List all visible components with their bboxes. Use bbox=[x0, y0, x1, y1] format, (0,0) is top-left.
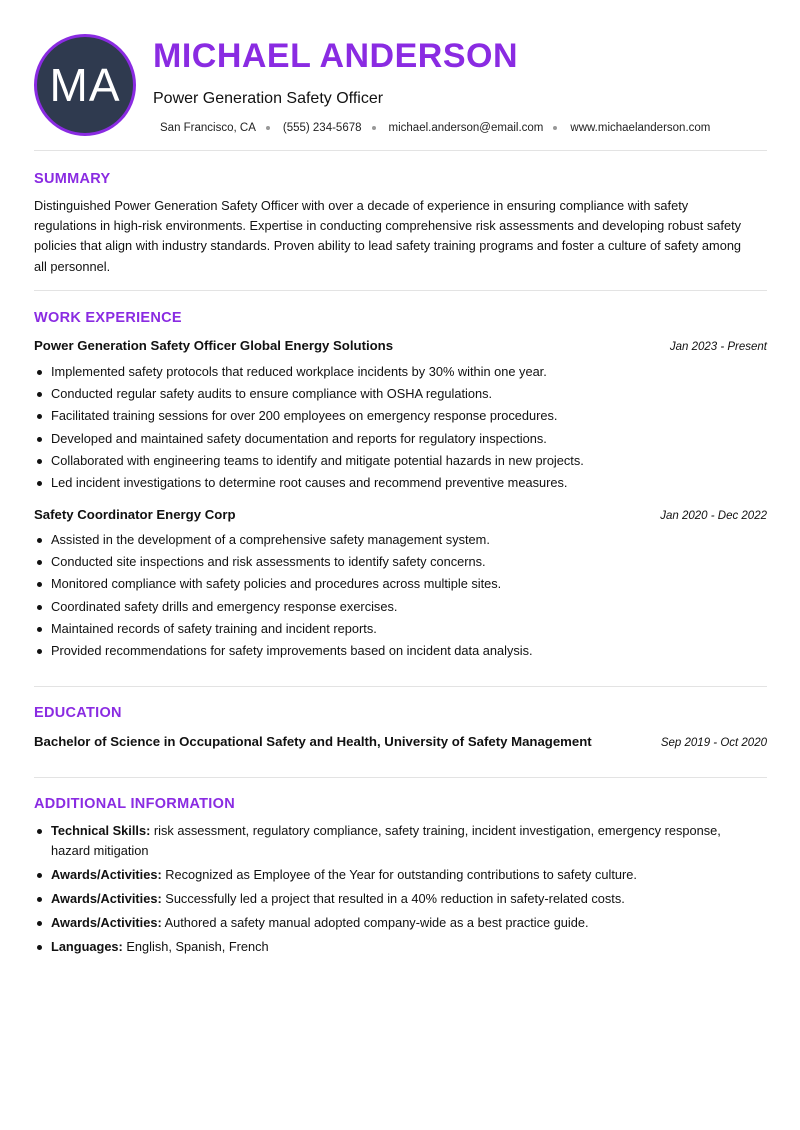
contact-location: San Francisco, CA bbox=[160, 122, 256, 134]
job-bullet: Assisted in the development of a comprehensive safety management system. bbox=[34, 529, 767, 551]
additional-item bbox=[34, 865, 754, 885]
job-bullet: Monitored compliance with safety policies and procedures across multiple sites. bbox=[34, 573, 767, 595]
candidate-title: Power Generation Safety Officer bbox=[153, 90, 384, 107]
divider bbox=[34, 777, 767, 778]
additional-item bbox=[34, 937, 754, 957]
separator-dot bbox=[372, 126, 376, 130]
item-label: Technical Skills: bbox=[51, 823, 151, 838]
contact-phone: (555) 234-5678 bbox=[282, 122, 362, 134]
job-bullet: Led incident investigations to determine root causes and recommend preventive measures. bbox=[34, 472, 767, 494]
avatar-initials: MA bbox=[49, 59, 121, 111]
job-bullet: Collaborated with engineering teams to identify and mitigate potential hazards in new projects. bbox=[34, 450, 767, 472]
item-text: Recognized as Employee of the Year for outstanding contributions to safety culture. bbox=[165, 867, 637, 882]
job-bullet: Coordinated safety drills and emergency response exercises. bbox=[34, 596, 767, 618]
item-label: Awards/Activities: bbox=[51, 867, 162, 882]
item-label: Languages: bbox=[51, 939, 123, 954]
job-entry bbox=[34, 337, 767, 494]
job-bullet: Conducted site inspections and risk assessments to identify safety concerns. bbox=[34, 551, 767, 573]
job-bullet: Provided recommendations for safety improvements based on incident data analysis. bbox=[34, 640, 767, 662]
summary-text: Distinguished Power Generation Safety Officer with over a decade of experience in ensuring compliance with safety regulations in high-risk environments. Expertise in conducting comprehensive risk assessments and developing robust safety policies that align with industry standards. Proven ability to lead safety training programs and foster a culture of safety among all personnel. bbox=[34, 198, 742, 274]
education-entry bbox=[34, 733, 767, 751]
item-label: Awards/Activities: bbox=[51, 891, 162, 906]
contact-line bbox=[160, 119, 710, 137]
education-heading: EDUCATION bbox=[34, 705, 122, 721]
summary-heading: SUMMARY bbox=[34, 171, 111, 187]
contact-email[interactable]: michael.anderson@email.com bbox=[388, 122, 544, 134]
job-date: Jan 2023 - Present bbox=[669, 341, 767, 353]
additional-item bbox=[34, 889, 754, 909]
separator-dot bbox=[266, 126, 270, 130]
job-bullet: Maintained records of safety training and incident reports. bbox=[34, 618, 767, 640]
job-title: Safety Coordinator Energy Corp bbox=[34, 507, 236, 522]
job-bullet: Facilitated training sessions for over 200 employees on emergency response procedures. bbox=[34, 405, 767, 427]
job-bullet: Implemented safety protocols that reduced workplace incidents by 30% within one year. bbox=[34, 361, 767, 383]
education-date: Sep 2019 - Oct 2020 bbox=[660, 737, 767, 749]
divider bbox=[34, 686, 767, 687]
item-text: English, Spanish, French bbox=[126, 939, 269, 954]
item-text: Authored a safety manual adopted company-wide as a best practice guide. bbox=[164, 915, 589, 930]
additional-item bbox=[34, 913, 754, 933]
job-bullet: Developed and maintained safety documentation and reports for regulatory inspections. bbox=[34, 428, 767, 450]
job-title: Power Generation Safety Officer Global Energy Solutions bbox=[34, 338, 394, 353]
additional-heading: ADDITIONAL INFORMATION bbox=[34, 796, 235, 812]
experience-heading: WORK EXPERIENCE bbox=[34, 310, 182, 326]
job-bullets bbox=[34, 529, 767, 662]
job-bullet: Conducted regular safety audits to ensure compliance with OSHA regulations. bbox=[34, 383, 767, 405]
separator-dot bbox=[553, 126, 557, 130]
additional-item bbox=[34, 821, 754, 861]
avatar bbox=[34, 34, 136, 136]
job-date: Jan 2020 - Dec 2022 bbox=[660, 510, 767, 522]
item-text: Successfully led a project that resulted in a 40% reduction in safety-related costs. bbox=[165, 891, 625, 906]
candidate-name: MICHAEL ANDERSON bbox=[153, 37, 519, 75]
job-bullets bbox=[34, 361, 767, 494]
contact-website[interactable]: www.michaelanderson.com bbox=[570, 122, 711, 134]
job-entry bbox=[34, 506, 767, 662]
divider bbox=[34, 290, 767, 291]
degree: Bachelor of Science in Occupational Safety and Health, University of Safety Management bbox=[34, 734, 592, 749]
item-text: risk assessment, regulatory compliance, safety training, incident investigation, emergency response, hazard mitigation bbox=[51, 823, 721, 858]
divider bbox=[34, 150, 767, 151]
item-label: Awards/Activities: bbox=[51, 915, 162, 930]
additional-list bbox=[34, 821, 754, 961]
